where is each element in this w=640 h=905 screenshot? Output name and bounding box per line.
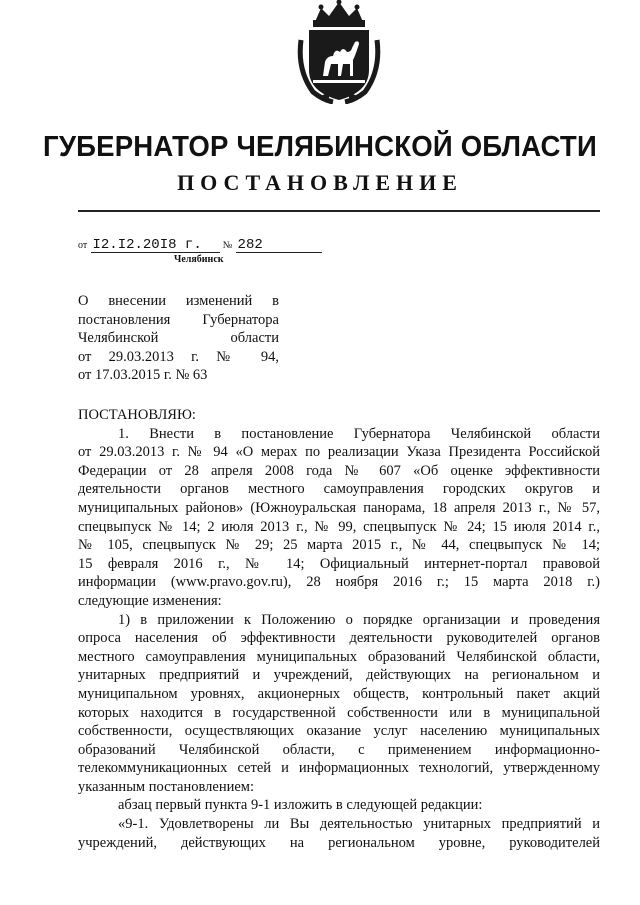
- body-line: местного самоуправления муниципальных образований Челябинской области,: [78, 648, 600, 665]
- document-type: ПОСТАНОВЛЕНИЕ: [177, 170, 463, 195]
- body-line: унитарных предприятий и учреждений, действующих на региональном и: [78, 667, 600, 684]
- body-line: абзац первый пункта 9-1 изложить в следующей редакции:: [118, 797, 483, 814]
- document-meta: [78, 236, 322, 253]
- body-line: опроса населения об эффективности деятельности руководителей органов: [78, 630, 600, 647]
- document-date: I2.I2.20I8 г.: [91, 238, 220, 253]
- body-line: спецвыпуск № 14; 2 июля 2013 г., № 99, спецвыпуск № 24; 15 июля 2014 г.,: [78, 518, 600, 535]
- subject-line: от 17.03.2015 г. № 63: [78, 367, 208, 383]
- body-line: образований Челябинской области, с применением информационно-: [78, 741, 600, 758]
- body-line: учреждений, действующих на региональном уровне, руководителей: [78, 834, 600, 851]
- body-line: телекоммуникационных сетей и информационных технологий, утвержденному: [78, 760, 600, 777]
- subject-line: постановления Губернатора: [78, 311, 279, 328]
- body-line: муниципальных районов» (Южноуральская панорама, 18 апреля 2013 г., № 57,: [78, 499, 600, 516]
- body-line: которых находится в государственной собственности или в муниципальной: [78, 704, 600, 721]
- body-line: информации (www.pravo.gov.ru), 28 ноября 2016 г.; 15 марта 2018 г.): [78, 574, 600, 591]
- body-heading: ПОСТАНОВЛЯЮ:: [78, 407, 196, 423]
- body-line: 15 февраля 2016 г., № 14; Официальный интернет-портал правовой: [78, 555, 600, 572]
- date-prefix: от: [78, 240, 88, 251]
- body-line: указанным постановлением:: [78, 778, 254, 795]
- coat-of-arms-icon: [293, 0, 385, 104]
- subject-line: О внесении изменений в: [78, 293, 279, 309]
- governor-title: ГУБЕРНАТОР ЧЕЛЯБИНСКОЙ ОБЛАСТИ: [43, 131, 597, 163]
- document-subject: [78, 292, 279, 385]
- document-city: Челябинск: [174, 254, 224, 265]
- subject-line: Челябинской области: [78, 330, 279, 346]
- document-number: 282: [236, 238, 322, 253]
- body-line: муниципальном уровнях, акционерных обществ, контрольный пакет акций: [78, 685, 600, 702]
- document-body: [78, 406, 600, 852]
- body-line: «9-1. Удовлетворены ли Вы деятельностью унитарных предприятий и: [118, 816, 600, 833]
- body-line: Федерации от 28 апреля 2008 года № 607 «Об оценке эффективности: [78, 462, 600, 479]
- body-line: от 29.03.2013 г. № 94 «О мерах по реализации Указа Президента Российской: [78, 444, 600, 461]
- body-line: 1. Внести в постановление Губернатора Челябинской области: [118, 425, 600, 442]
- header-divider: [78, 210, 600, 212]
- body-line: собственности, осуществляющих оказание услуг населению муниципальных: [78, 723, 600, 740]
- body-line: деятельности органов местного самоуправления городских округов и: [78, 481, 600, 498]
- number-prefix: №: [222, 240, 233, 251]
- subject-line: от 29.03.2013 г. № 94,: [78, 348, 279, 365]
- body-line: № 105, спецвыпуск № 29; 25 марта 2015 г., № 44, спецвыпуск № 14;: [78, 537, 600, 554]
- body-line: 1) в приложении к Положению о порядке организации и проведения: [118, 611, 600, 628]
- body-line: следующие изменения:: [78, 592, 222, 609]
